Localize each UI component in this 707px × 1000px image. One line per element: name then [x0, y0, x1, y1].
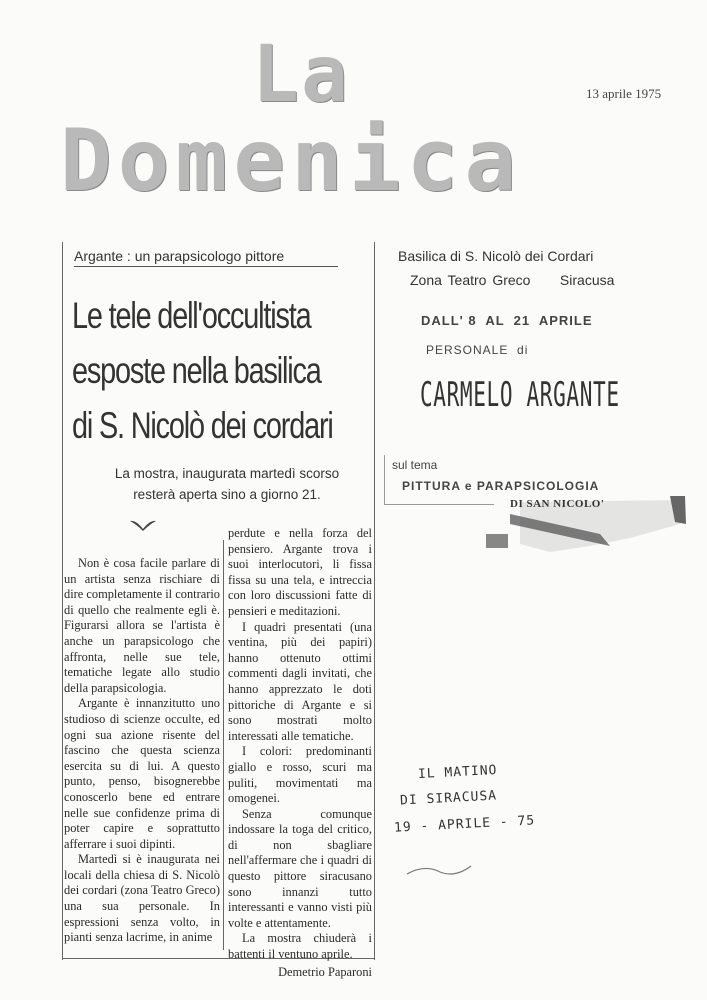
clipping-edge — [384, 455, 385, 505]
ad-venue: Basilica di S. Nicolò dei Cordari — [398, 248, 594, 264]
headline-line-2: esposte nella basilica — [72, 350, 321, 391]
ornament-icon — [128, 518, 158, 532]
article-kicker: Argante : un parapsicologo pittore — [74, 248, 338, 267]
masthead-title-la: La — [252, 30, 350, 120]
paragraph: I colori: predominanti giallo e rosso, scuri ma puliti, movimentati ma omogenei. — [228, 744, 372, 806]
article-column-left — [64, 556, 220, 946]
masthead-title-domenica: Domenica — [60, 111, 523, 211]
subhead-line-2: resterà aperta sino a giorno 21. — [133, 487, 321, 502]
ad-location: Zona Teatro Greco Siracusa — [410, 272, 615, 288]
column-divider — [223, 540, 224, 950]
article-column-right — [228, 526, 372, 980]
ad-artist-name: CARMELO ARGANTE — [420, 375, 620, 415]
scribble-icon — [405, 860, 475, 880]
paragraph: perdute e nella forza del pensiero. Argante trova i suoi interlocutori, li fissa fissa su una tela, e intreccia con loro discussioni fatte di pensieri e meditazioni. — [228, 526, 372, 618]
paragraph: Martedì si è inaugurata nei locali della chiesa di S. Nicolò dei cordari (zona Teatro Greco) una sua personale. In espressioni senza volto, in pianti senza lacrime, in anime — [64, 852, 220, 945]
paragraph: Non è cosa facile parlare di un artista senza rischiare di dire completamente il contrario di quello che realmente egli è. Figurarsi allora se l'artista è anche un parapsicologo che affronta, nelle sue tele, tematiche legate allo studio della parapsicologia. — [64, 556, 220, 695]
clipping-edge-bottom — [384, 504, 494, 505]
article-author: Demetrio Paparoni — [278, 964, 372, 979]
ad-theme-label: sul tema — [392, 458, 438, 472]
headline-line-1: Le tele dell'occultista — [72, 295, 311, 336]
paragraph: Senza comunque indossare la toga del critico, di non sbagliare nell'affermare che i quadri di questo pittore siracusano sono innanzi tutto interessanti e vanno visti più volte e attentamente. — [228, 806, 372, 930]
ad-theme: PITTURA e PARAPSICOLOGIA — [402, 479, 600, 493]
issue-date: 13 aprile 1975 — [586, 86, 662, 101]
ad-dates: DALL' 8 AL 21 APRILE — [421, 313, 593, 328]
handwritten-line-2: DI SIRACUSA — [399, 788, 498, 809]
ad-fragment-text: DI SAN NICOLO' — [510, 498, 605, 510]
article-right-border — [374, 242, 375, 960]
paragraph: I quadri presentati (una ventina, più dei papiri) hanno ottenuto ottimi commenti dagli invitati, che hanno apprezzato le doti pittoriche di Argante e si sono mostrati molto interessati alle tematiche. — [228, 619, 372, 743]
subhead-line-1: La mostra, inaugurata martedì scorso — [114, 466, 340, 481]
ad-personale: PERSONALE di — [426, 343, 529, 357]
article-left-border — [62, 242, 63, 960]
paragraph: La mostra chiuderà i battenti il ventuno aprile. — [228, 931, 372, 962]
article-subhead — [82, 463, 372, 505]
article-headline — [72, 288, 372, 453]
handwritten-line-3: 19 - APRILE - 75 — [393, 813, 536, 836]
handwritten-line-1: IL MATINO — [417, 762, 498, 783]
paragraph: Argante è innanzitutto uno studioso di scienze occulte, ed ogni sua azione risente del fascino che questa scienza esercita su di lui. A questo punto, penso, bisognerebbe conoscerlo bene ed entrare nelle sue confidenze prima di poter capire e soprattutto afferrare i suoi dipinti. — [64, 696, 220, 851]
headline-line-3: di S. Nicolò dei cordari — [72, 405, 333, 446]
